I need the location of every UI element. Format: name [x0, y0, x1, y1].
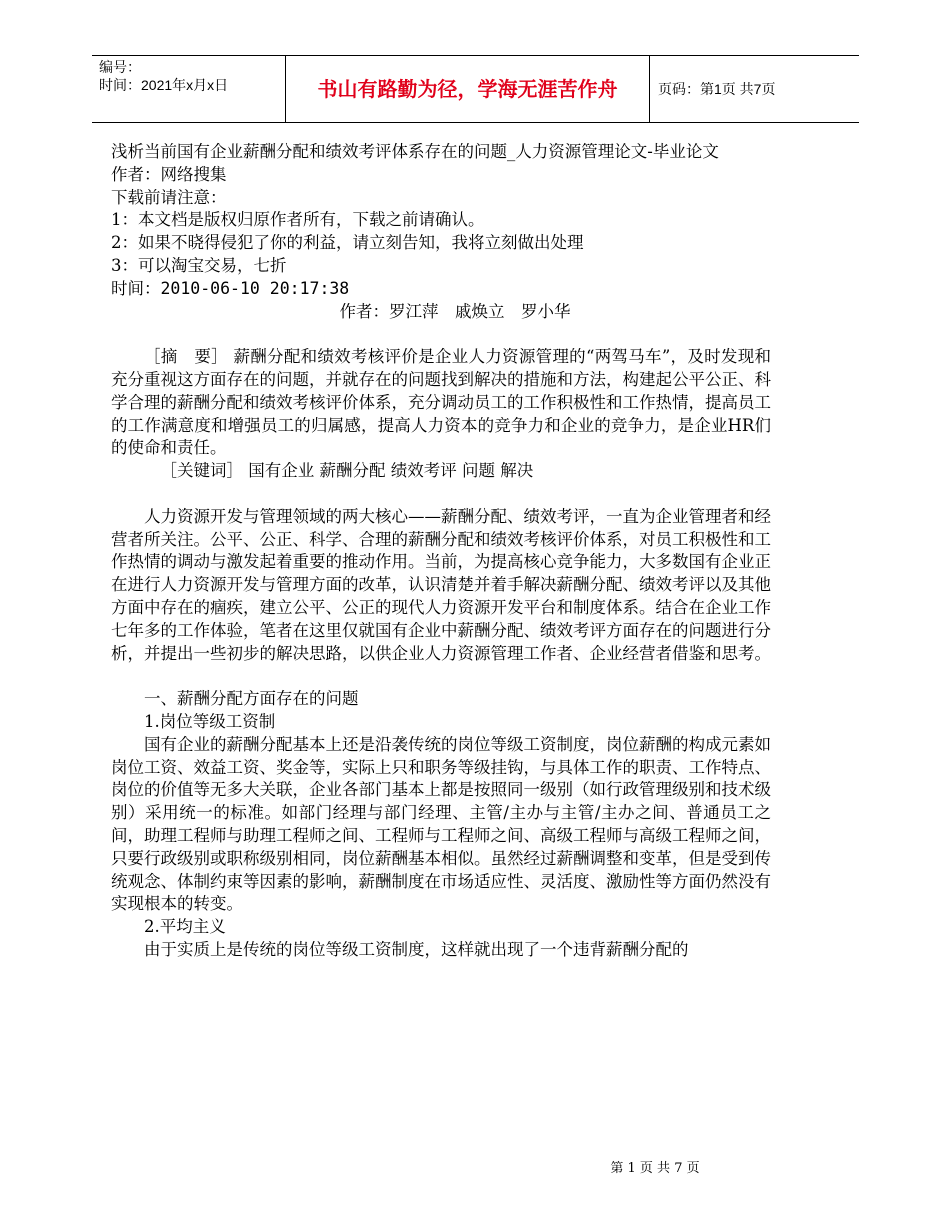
header-meta: [92, 56, 285, 122]
document-body: [111, 141, 771, 962]
doc-time-line: 时间：2010-06-10 20:17:38: [111, 278, 350, 298]
page-header: [92, 55, 859, 123]
subsection-heading-2: 2.平均主义: [144, 917, 226, 937]
page-footer: 第 1 页 共 7 页: [610, 1161, 700, 1176]
subsection-paragraph-1: 国有企业的薪酬分配基本上还是沿袭传统的岗位等级工资制度，岗位薪酬的构成元素如岗位工资、效益工资、奖金等，实际上只和职务等级挂钩，与具体工作的职责、工作特点、岗位的价值等无多大关联，企业各部门基本上都是按照同一级别（如行政管理级别和技术级别）采用统一的标准。如部门经理与部门经理、主管/主办与主管/主办之间、普通员工之间，助理工程师与助理工程师之间、工程师与工程师之间、高级工程师与高级工程师之间，只要行政级别或职称级别相同，岗位薪酬基本相似。虽然经过薪酬调整和变革，但是受到传统观念、体制约束等因素的影响，薪酬制度在市场适应性、灵活度、激励性等方面仍然没有实现根本的转变。: [111, 734, 771, 914]
notice-heading: 下载前请注意：: [111, 187, 227, 207]
doc-author-line: 作者：网络搜集: [111, 164, 227, 184]
doc-title: 浅析当前国有企业薪酬分配和绩效考评体系存在的问题_人力资源管理论文-毕业论文: [111, 142, 719, 161]
time-label: 时间：2021年x月x日: [99, 77, 229, 93]
abstract-paragraph: ［摘 要］ 薪酬分配和绩效考核评价是企业人力资源管理的“两驾马车”，及时发现和充分重视这方面存在的问题，并就存在的问题找到解决的措施和方法，构建起公平公正、科学合理的薪酬分配和绩效考核评价体系，充分调动员工的工作积极性和工作热情，提高员工的工作满意度和增强员工的归属感，提高人力资本的竞争力和企业的竞争力，是企业HR们的使命和责任。: [111, 347, 771, 458]
header-motto: 书山有路勤为径，学海无涯苦作舟: [285, 56, 650, 122]
section-heading-1: 一、薪酬分配方面存在的问题: [144, 689, 359, 709]
intro-paragraph: 人力资源开发与管理领域的两大核心——薪酬分配、绩效考评，一直为企业管理者和经营者所关注。公平、公正、科学、合理的薪酬分配和绩效考核评价体系，对员工积极性和工作热情的调动与激发起着重要的推动作用。当前，为提高核心竞争能力，大多数国有企业正在进行人力资源开发与管理方面的改革，认识清楚并着手解决薪酬分配、绩效考评以及其他方面中存在的痼疾，建立公平、公正的现代人力资源开发平台和制度体系。结合在企业工作七年多的工作体验，笔者在这里仅就国有企业中薪酬分配、绩效考评方面存在的问题进行分析，并提出一些初步的解决思路，以供企业人力资源管理工作者、企业经营者借鉴和思考。: [111, 506, 771, 663]
notice-3: 3：可以淘宝交易，七折: [111, 255, 287, 275]
notice-1: 1：本文档是版权归原作者所有，下载之前请确认。: [111, 210, 485, 230]
keywords-line: ［关键词］ 国有企业 薪酬分配 绩效考评 问题 解决: [160, 461, 534, 481]
number-label: 编号：: [99, 59, 141, 75]
subsection-paragraph-2: 由于实质上是传统的岗位等级工资制度，这样就出现了一个违背薪酬分配的: [144, 939, 689, 959]
notice-2: 2：如果不晓得侵犯了你的利益，请立刻告知，我将立刻做出处理: [111, 233, 584, 253]
subsection-heading-1: 1.岗位等级工资制: [144, 711, 276, 731]
header-page-info: 页码：第1页 共7页: [658, 81, 776, 97]
authors-line: 作者：罗江萍 戚焕立 罗小华: [339, 301, 571, 321]
